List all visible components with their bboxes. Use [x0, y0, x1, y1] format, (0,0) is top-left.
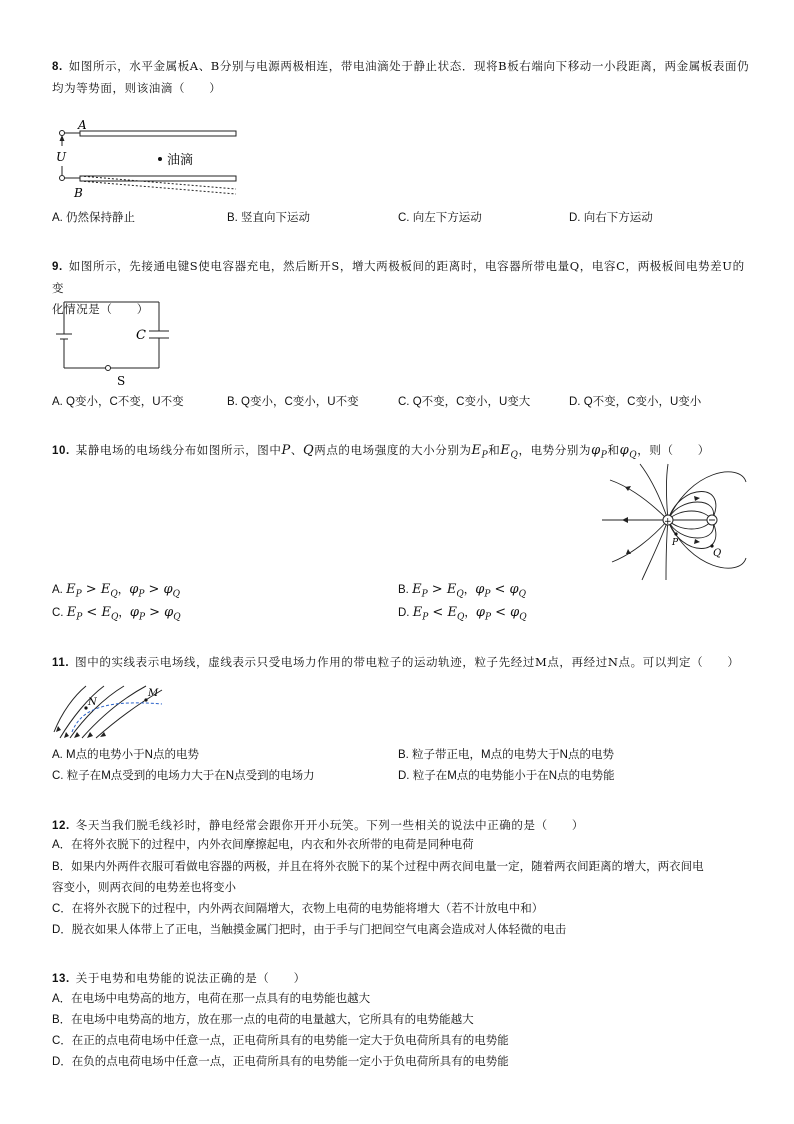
q9-circuit-figure	[52, 296, 172, 388]
label-c: C	[136, 328, 146, 343]
q10-option-d-letter: D.	[398, 607, 410, 619]
q10-number: 10.	[52, 445, 70, 457]
q10-b-comma: ，	[463, 584, 476, 596]
q8-figure	[52, 118, 242, 200]
label-u: U	[56, 150, 67, 164]
q10-option-c[interactable]	[52, 604, 181, 622]
q10-c-e2: E	[101, 605, 111, 620]
q8-stem-line2: 均为等势面，则该油滴（ ）	[52, 81, 222, 95]
q10-b-s1: P	[421, 589, 428, 600]
q10-a-e2: E	[100, 582, 111, 597]
q10-d-op2: <	[491, 605, 511, 620]
q10-c-s3: P	[138, 612, 145, 623]
label-m: M	[148, 688, 159, 699]
q10-option-a[interactable]	[52, 581, 180, 599]
q10-b-s4: Q	[518, 589, 527, 600]
q10-a-s3: P	[138, 589, 145, 600]
q10-b-s3: P	[484, 589, 491, 600]
q10-phip: φ	[591, 443, 601, 458]
q10-d-e1: E	[412, 605, 423, 620]
q8-option-a[interactable]: A. 仍然保持静止	[52, 212, 136, 224]
q10-d-s1: P	[422, 612, 429, 623]
q10-b-phi1: φ	[475, 582, 485, 597]
q12-option-d[interactable]: D．脱衣如果人体带上了正电，当触摸金属门把时，由于手与门把间空气电离会造成对人体轻微的电击	[52, 924, 567, 936]
q10-c-s1: P	[76, 612, 83, 623]
label-b: B	[74, 186, 83, 200]
q9-option-a[interactable]: A. Q变小，C不变，U不变	[52, 396, 184, 408]
q8-number: 8.	[52, 61, 63, 73]
q10-phiq-sub: Q	[629, 450, 638, 461]
point-p	[674, 532, 677, 535]
q10-option-d[interactable]	[398, 604, 527, 622]
q10-stem-text-3: ，电势分别为	[518, 443, 592, 457]
q11-option-b[interactable]: B. 粒子带正电，M点的电势大于N点的电势	[398, 749, 614, 761]
q10-ep: E	[471, 443, 482, 458]
q10-stem-text-2: 两点的电场强度的大小分别为	[314, 443, 472, 457]
q13-option-a[interactable]: A．在电场中电势高的地方，电荷在那一点具有的电势能也越大	[52, 993, 371, 1005]
q10-c-comma: ，	[118, 607, 130, 619]
q12-option-c[interactable]: C．在将外衣脱下的过程中，内外两衣间隔增大，衣物上电荷的电势能将增大（若不计放电中和）	[52, 903, 544, 915]
q10-a-phi1: φ	[129, 582, 139, 597]
q10-c-s2: Q	[110, 612, 119, 623]
q11-stem-text: 图中的实线表示电场线，虚线表示只受电场力作用的带电粒子的运动轨迹，粒子先经过M点，再经过N点。可以判定（ ）	[75, 655, 740, 669]
q10-stem-text-4: ，则（ ）	[637, 443, 710, 457]
label-s: S	[117, 374, 126, 388]
q10-eq-sub: Q	[510, 450, 519, 461]
q13-option-b[interactable]: B．在电场中电势高的地方，放在那一点的电荷的电量越大，它所具有的电势能越大	[52, 1014, 474, 1026]
q11-option-d[interactable]: D. 粒子在M点的电势能小于在N点的电势能	[398, 770, 615, 782]
q10-phip-sub: P	[600, 450, 608, 461]
q10-b-s2: Q	[456, 589, 464, 600]
oil-drop	[158, 157, 162, 161]
q10-and-2: 和	[607, 443, 620, 457]
q9-stem-line2: 化情况是（ ）	[52, 302, 149, 316]
q13-option-d[interactable]: D．在负的点电荷电场中任意一点，正电荷所具有的电势能一定小于负电荷所具有的电势能	[52, 1056, 509, 1068]
q10-b-e2: E	[446, 582, 457, 597]
q10-b-op2: <	[490, 582, 510, 597]
switch-contact	[106, 366, 111, 371]
q8-option-c[interactable]: C. 向左下方运动	[398, 212, 482, 224]
q13-number: 13.	[52, 973, 70, 985]
q11-option-c[interactable]: C. 粒子在M点受到的电场力大于在N点受到的电场力	[52, 770, 315, 782]
label-q: Q	[713, 548, 722, 559]
q9-option-c[interactable]: C. Q不变，C变小，U变大	[398, 396, 531, 408]
q10-d-phi1: φ	[475, 605, 485, 620]
label-p: P	[672, 538, 679, 548]
q10-point-p: P	[281, 443, 291, 458]
q12-option-b-line2[interactable]: 容变小，则两衣间的电势差也将变小	[52, 882, 236, 894]
q10-b-op1: >	[427, 582, 447, 597]
label-oil-drop: 油滴	[167, 153, 194, 168]
q10-a-s1: P	[75, 589, 82, 600]
q10-option-b-letter: B.	[398, 584, 409, 596]
q11-figure	[52, 682, 174, 740]
q10-c-phi1: φ	[129, 605, 139, 620]
q10-d-s4: Q	[519, 612, 527, 623]
q10-a-s2: Q	[110, 589, 118, 600]
q12-stem	[52, 815, 752, 837]
q8-option-b[interactable]: B. 竖直向下运动	[227, 212, 311, 224]
q12-stem-text: 冬天当我们脱毛线衫时，静电经常会跟你开开小玩笑。下列一些相关的说法中正确的是（ ）	[75, 818, 584, 832]
q10-c-op1: <	[82, 605, 102, 620]
q13-stem-text: 关于电势和电势能的说法正确的是（ ）	[75, 971, 306, 985]
q10-a-op1: >	[81, 582, 101, 597]
q10-c-phi2: φ	[164, 605, 174, 620]
q10-stem-text-1: 某静电场的电场线分布如图所示，图中	[75, 443, 282, 457]
q10-field-figure	[600, 462, 750, 582]
q10-option-c-letter: C.	[52, 607, 64, 619]
positive-sign: +	[664, 517, 672, 527]
q10-d-s2: Q	[456, 612, 465, 623]
q12-option-b-line1[interactable]: B．如果内外两件衣服可看做电容器的两极，并且在将外衣脱下的某个过程中两衣间电量一定，随着两衣间距离的增大，两衣间电	[52, 861, 704, 873]
q10-d-phi2: φ	[510, 605, 520, 620]
label-n: N	[88, 697, 97, 708]
q10-a-e1: E	[66, 582, 76, 597]
q10-b-e1: E	[412, 582, 422, 597]
q9-number: 9.	[52, 261, 63, 273]
q11-number: 11.	[52, 657, 70, 669]
q13-stem	[52, 968, 752, 990]
q10-d-s3: P	[484, 612, 491, 623]
q10-a-op2: >	[144, 582, 164, 597]
plate-a	[80, 131, 236, 136]
q9-option-d[interactable]: D. Q不变，C变小，U变小	[569, 396, 702, 408]
q10-sep: 、	[290, 443, 303, 457]
q8-option-d[interactable]: D. 向右下方运动	[569, 212, 653, 224]
q13-option-c[interactable]: C．在正的点电荷电场中任意一点，正电荷所具有的电势能一定大于负电荷所具有的电势能	[52, 1035, 509, 1047]
q9-stem-line1: 如图所示，先接通电键S使电容器充电，然后断开S，增大两极板间的距离时，电容器所带电量Q，电容C，两极板间电势差U的变	[52, 259, 745, 295]
q10-b-phi2: φ	[509, 582, 519, 597]
q10-d-op1: <	[428, 605, 448, 620]
q10-a-comma: ，	[117, 584, 130, 596]
q10-eq: E	[500, 443, 511, 458]
q10-a-s4: Q	[172, 589, 181, 600]
q10-c-s4: Q	[173, 612, 181, 623]
q10-option-b[interactable]	[398, 581, 526, 599]
q10-c-op2: >	[145, 605, 165, 620]
q10-ep-sub: P	[481, 450, 489, 461]
label-a: A	[78, 118, 87, 132]
q11-option-a[interactable]: A. M点的电势小于N点的电势	[52, 749, 199, 761]
q10-phiq: φ	[619, 443, 630, 458]
q10-a-phi2: φ	[163, 582, 173, 597]
q10-point-q: Q	[302, 443, 315, 458]
q10-option-a-letter: A.	[52, 584, 63, 596]
q10-and-1: 和	[488, 443, 501, 457]
q11-stem	[52, 652, 752, 674]
q8-stem	[52, 56, 752, 99]
q9-option-b[interactable]: B. Q变小，C变小，U不变	[227, 396, 359, 408]
q10-c-e1: E	[66, 605, 77, 620]
q10-d-comma: ，	[464, 607, 476, 619]
q12-number: 12.	[52, 820, 70, 832]
q10-d-e2: E	[447, 605, 457, 620]
q12-option-a[interactable]: A．在将外衣脱下的过程中，内外衣间摩擦起电，内衣和外衣所带的电荷是同种电荷	[52, 839, 474, 851]
q8-stem-line1: 如图所示，水平金属板A、B分别与电源两极相连，带电油滴处于静止状态．现将B板右端向下移动一小段距离，两金属板表面仍	[68, 59, 750, 73]
plate-b	[80, 176, 236, 181]
